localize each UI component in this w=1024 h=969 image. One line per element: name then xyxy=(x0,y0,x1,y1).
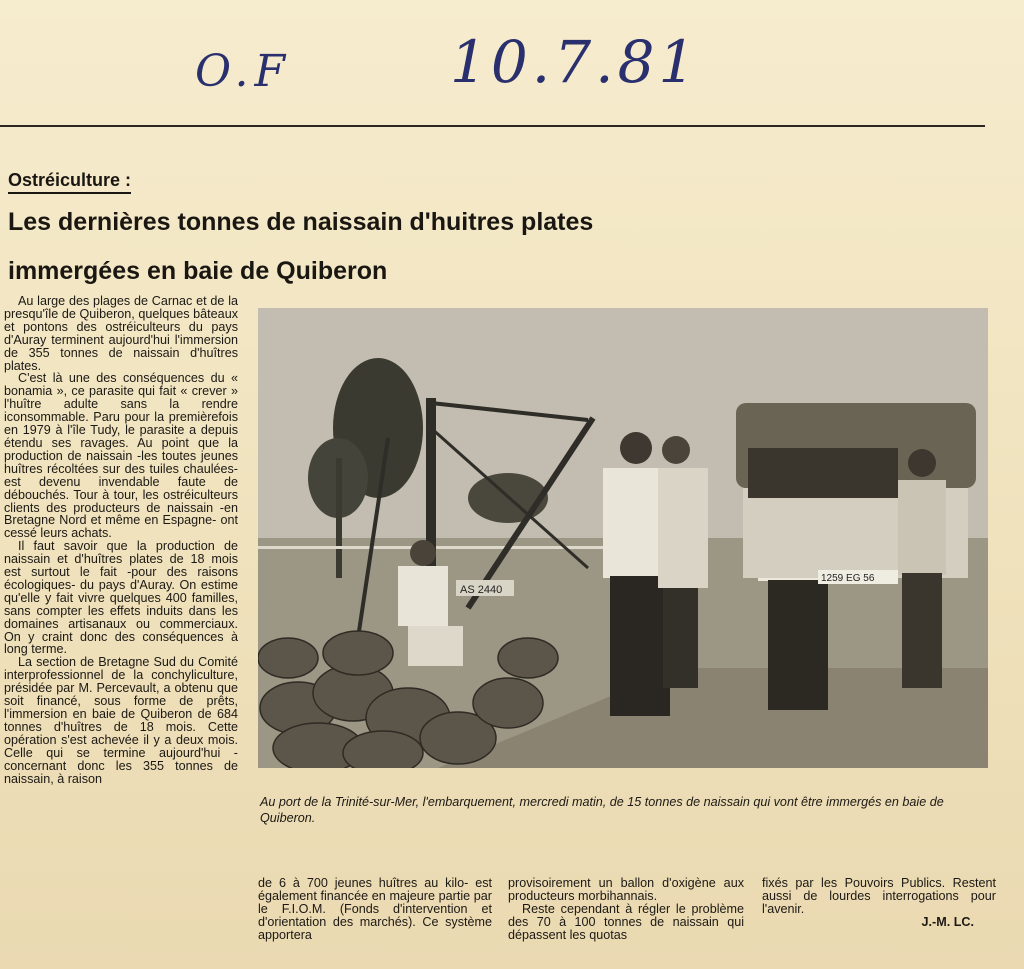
paragraph: fixés par les Pouvoirs Publics. Restent aussi de lourdes interrogations pour l'avenir. xyxy=(762,876,996,916)
paragraph: provisoirement un ballon d'oxigène aux producteurs morbihannais. xyxy=(508,876,744,903)
handwritten-date-note: 10.7.81 xyxy=(450,28,700,96)
paragraph: Reste cependant à régler le problème des 70 à 100 tonnes de naissain qui dépassent les quotas xyxy=(508,901,744,942)
article-headline xyxy=(8,198,768,296)
paragraph: La section de Bretagne Sud du Comité interprofessionnel de la conchyliculture, présidée par M. Percevault, a obtenu que soit financé, sous forme de prêts, l'immersion en baie de Quiberon de 684 tonnes d'huîtres de 18 mois. Cette opération s'est achevée il y a deux mois. Celle qui se termine aujourd'hui -concernant donc les 355 tonnes de naissain, à raison xyxy=(4,655,238,786)
truck-plate: 1259 EG 56 xyxy=(821,573,875,584)
article-column-4 xyxy=(762,877,996,929)
photo-caption: Au port de la Trinité-sur-Mer, l'embarquement, mercredi matin, de 15 tonnes de naissain qui vont être immergés en baie de Quiberon. xyxy=(260,795,944,825)
author-signature: J.-M. LC. xyxy=(921,914,974,929)
article-column-1 xyxy=(4,295,238,963)
paragraph: Au large des plages de Carnac et de la presqu'île de Quiberon, quelques bâteaux et pontons des ostréiculteurs du pays d'Auray terminent aujourd'hui l'immersion de 355 tonnes de naissain d'huîtres plates. xyxy=(4,295,238,373)
article-column-2 xyxy=(258,877,492,942)
section-kicker: Ostréiculture : xyxy=(8,170,131,194)
headline-line-2: immergées en baie de Quiberon xyxy=(8,257,388,285)
headline-line-1: Les dernières tonnes de naissain d'huitres plates xyxy=(8,208,594,236)
handwritten-source-note: O.F xyxy=(195,46,292,97)
article-photo xyxy=(258,308,988,768)
article-column-3 xyxy=(508,877,744,942)
paragraph: de 6 à 700 jeunes huîtres au kilo- est également financée en majeure partie par le F.I.O.M. (Fonds d'intervention et d'orientation des marchés). Ce système apportera xyxy=(258,876,492,942)
paragraph: Il faut savoir que la production de naissain et d'huîtres plates de 18 mois est surtout le fait -pour des raisons écologiques- du pays d'Auray. On estime qu'elle y fait vivre quelques 400 familles, sans compter les effets induits dans les domaines artisanaux ou commerciaux. On y craint donc des conséquences à long terme. xyxy=(4,539,238,657)
boat-number: AS 2440 xyxy=(460,584,503,596)
photo-illustration xyxy=(258,308,988,768)
top-rule-divider xyxy=(0,125,985,127)
paragraph: C'est là une des conséquences du « bonamia », ce parasite qui fait « crever » l'huître adulte sans la rendre iconsommable. Paru pour la premièrefois en 1979 à l'île Tudy, le parasite a depuis étendu ses ravages. Au point que la production de naissain -les toutes jeunes huîtres récoltées sur des tuiles chaulées- est devenu invendable faute de débouchés. Tour à tour, les ostréiculteurs clients des producteurs de naissain -en Bretagne Nord et même en Espagne- ont cessé leurs achats. xyxy=(4,371,238,541)
